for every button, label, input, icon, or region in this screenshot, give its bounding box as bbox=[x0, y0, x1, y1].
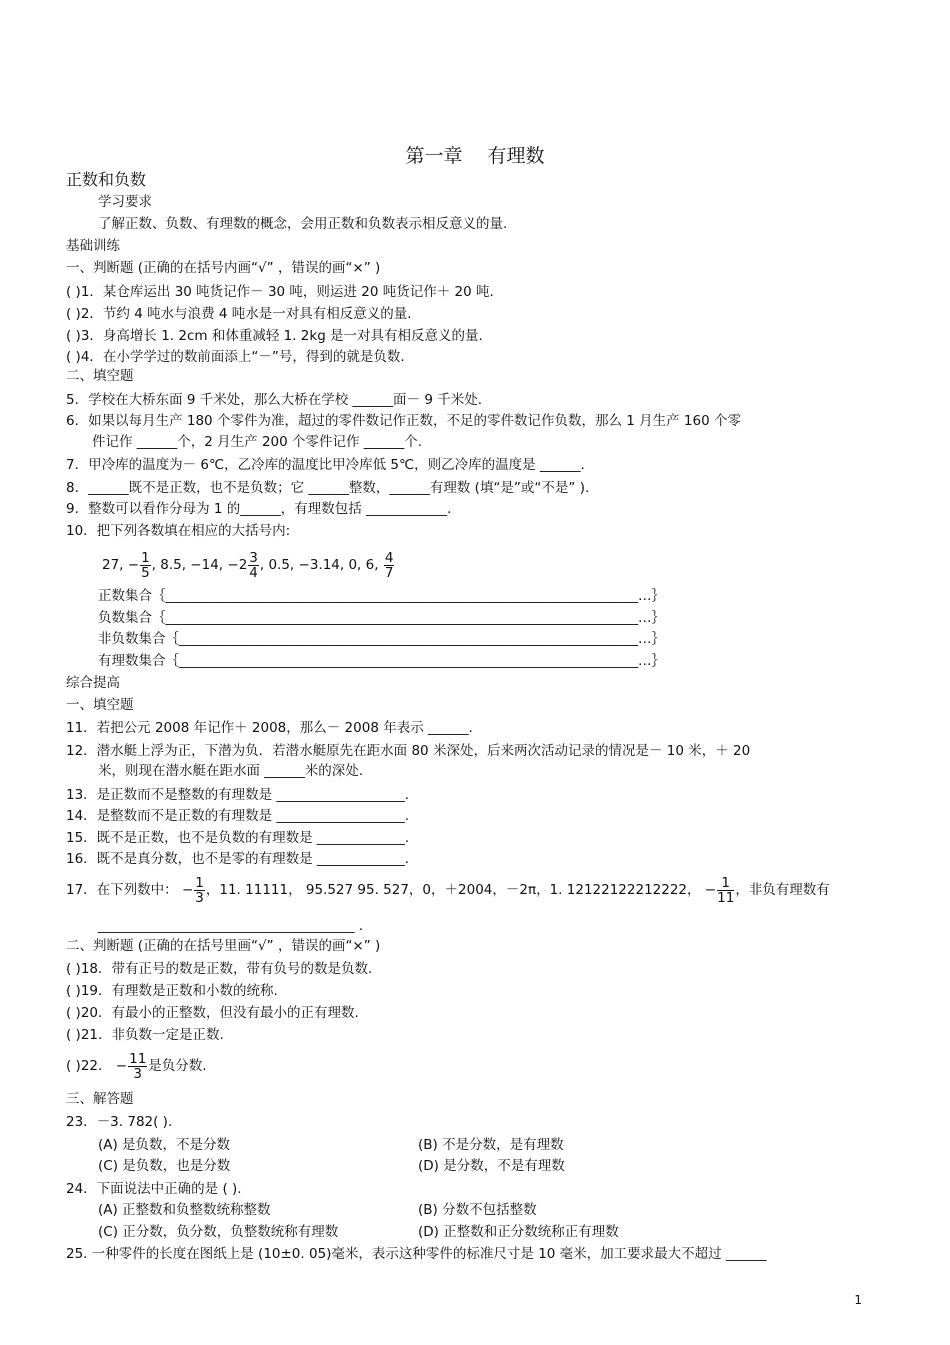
option-24a: (A) 正整数和负整数统称整数 bbox=[98, 1202, 271, 1218]
question-8: 8．______既不是正数，也不是负数；它 ______整数，______有理数 (填“是”或“不是” ). bbox=[66, 480, 590, 496]
part4-heading: 二、判断题 (正确的在括号里画“√” ，错误的画“×” ) bbox=[66, 938, 381, 954]
question-20: ( )20．有最小的正整数，但没有最小的正有理数. bbox=[66, 1005, 359, 1021]
question-2: ( )2．节约 4 吨水与浪费 4 吨水是一对具有相反意义的量. bbox=[66, 306, 412, 322]
option-24b: (B) 分数不包括整数 bbox=[418, 1202, 537, 1218]
part3-heading: 一、填空题 bbox=[66, 697, 134, 713]
option-23a: (A) 是负数，不是分数 bbox=[98, 1137, 231, 1153]
question-21: ( )21．非负数一定是正数. bbox=[66, 1027, 224, 1043]
question-17: 17．在下列数中： − $\frac{1}{3}$ ，11. 11111， 95.527 95. 527，0，＋2004，－2π，1. 12122122212222， − $\frac{1}{11}$ ，非负有理数有 bbox=[66, 874, 830, 906]
option-23c: (C) 是负数，也是分数 bbox=[98, 1158, 231, 1174]
question-3: ( )3．身高增长 1. 2cm 和体重减轻 1. 2kg 是一对具有相反意义的量. bbox=[66, 328, 483, 344]
question-17-blank: ______________________________________ . bbox=[98, 918, 364, 934]
fraction: $\frac{1}{5}$ bbox=[141, 549, 150, 581]
fraction: $\frac{3}{4}$ bbox=[249, 549, 258, 581]
question-16: 16．既不是真分数，也不是零的有理数是 _____________. bbox=[66, 851, 410, 867]
fraction: $\frac{11}{3}$ bbox=[129, 1050, 147, 1082]
option-23d: (D) 是分数，不是有理数 bbox=[418, 1158, 565, 1174]
section-title: 正数和负数 bbox=[66, 170, 147, 189]
question-13: 13．是正数而不是整数的有理数是 ___________________. bbox=[66, 787, 410, 803]
option-24c: (C) 正分数，负分数，负整数统称有理数 bbox=[98, 1224, 339, 1240]
part2-heading: 二、填空题 bbox=[66, 368, 134, 384]
question-22: ( )22． − $\frac{11}{3}$ 是负分数. bbox=[66, 1050, 207, 1082]
advanced-heading: 综合提高 bbox=[66, 675, 120, 691]
question-24: 24．下面说法中正确的是 ( ). bbox=[66, 1181, 242, 1197]
question-12-line1: 12．潜水艇上浮为正，下潜为负．若潜水艇原先在距水面 80 米深处，后来两次活动记录的情况是－ 10 米，＋ 20 bbox=[66, 743, 751, 759]
question-7: 7．甲冷库的温度为－ 6℃，乙冷库的温度比甲冷库低 5℃，则乙冷库的温度是 ______. bbox=[66, 457, 585, 473]
part1-heading: 一、判断题 (正确的在括号内画“√” ，错误的画“×” ) bbox=[66, 260, 381, 276]
question-23: 23．－3. 782( ). bbox=[66, 1114, 173, 1130]
question-9: 9．整数可以看作分母为 1 的______，有理数包括 ____________. bbox=[66, 501, 452, 517]
set-rational: 有理数集合｛____________________________________________________________________…｝ bbox=[98, 653, 665, 669]
question-25: 25. 一种零件的长度在图纸上是 (10±0. 05)毫米，表示这种零件的标准尺寸是 10 毫米，加工要求最大不超过 ______ bbox=[66, 1246, 767, 1262]
option-23b: (B) 不是分数，是有理数 bbox=[418, 1137, 564, 1153]
page-number: 1 bbox=[854, 1293, 862, 1307]
set-positive: 正数集合｛______________________________________________________________________…｝ bbox=[98, 588, 665, 604]
question-5: 5．学校在大桥东面 9 千米处，那么大桥在学校 ______面－ 9 千米处. bbox=[66, 392, 483, 408]
question-1: ( )1．某仓库运出 30 吨货记作－ 30 吨，则运进 20 吨货记作＋ 20 吨. bbox=[66, 284, 494, 300]
number-list: 27, − $\frac{1}{5}$ , 8.5, −14, −2 $\frac{3}{4}$ , 0.5̇, −3.14, 0, 6, $\frac{4}{7}$ bbox=[102, 549, 394, 581]
question-10: 10．把下列各数填在相应的大括号内: bbox=[66, 523, 291, 539]
question-14: 14．是整数而不是正数的有理数是 ___________________. bbox=[66, 808, 410, 824]
question-6-line2: 件记作 ______个，2 月生产 200 个零件记作 ______个. bbox=[92, 434, 423, 450]
requirement-text: 了解正数、负数、有理数的概念，会用正数和负数表示相反意义的量. bbox=[98, 216, 508, 232]
set-nonnegative: 非负数集合｛____________________________________________________________________…｝ bbox=[98, 631, 665, 647]
option-24d: (D) 正整数和正分数统称正有理数 bbox=[418, 1224, 619, 1240]
requirement-heading: 学习要求 bbox=[98, 194, 152, 210]
question-4: ( )4．在小学学过的数前面添上“－”号，得到的就是负数. bbox=[66, 349, 405, 365]
question-18: ( )18．带有正号的数是正数，带有负号的数是负数. bbox=[66, 961, 373, 977]
set-negative: 负数集合｛______________________________________________________________________…｝ bbox=[98, 610, 665, 626]
basic-heading: 基础训练 bbox=[66, 238, 120, 254]
question-11: 11．若把公元 2008 年记作＋ 2008，那么－ 2008 年表示 ______. bbox=[66, 720, 473, 736]
question-19: ( )19．有理数是正数和小数的统称. bbox=[66, 983, 278, 999]
chapter-title: 第一章 有理数 bbox=[405, 145, 545, 167]
question-12-line2: 米，则现在潜水艇在距水面 ______米的深处. bbox=[98, 763, 364, 779]
question-15: 15．既不是正数，也不是负数的有理数是 _____________. bbox=[66, 830, 410, 846]
fraction: $\frac{1}{11}$ bbox=[717, 874, 735, 906]
question-6-line1: 6．如果以每月生产 180 个零件为准，超过的零件数记作正数，不足的零件数记作负数，那么 1 月生产 160 个零 bbox=[66, 413, 741, 429]
part5-heading: 三、解答题 bbox=[66, 1091, 134, 1107]
fraction: $\frac{4}{7}$ bbox=[384, 549, 394, 581]
fraction: $\frac{1}{3}$ bbox=[195, 874, 204, 906]
